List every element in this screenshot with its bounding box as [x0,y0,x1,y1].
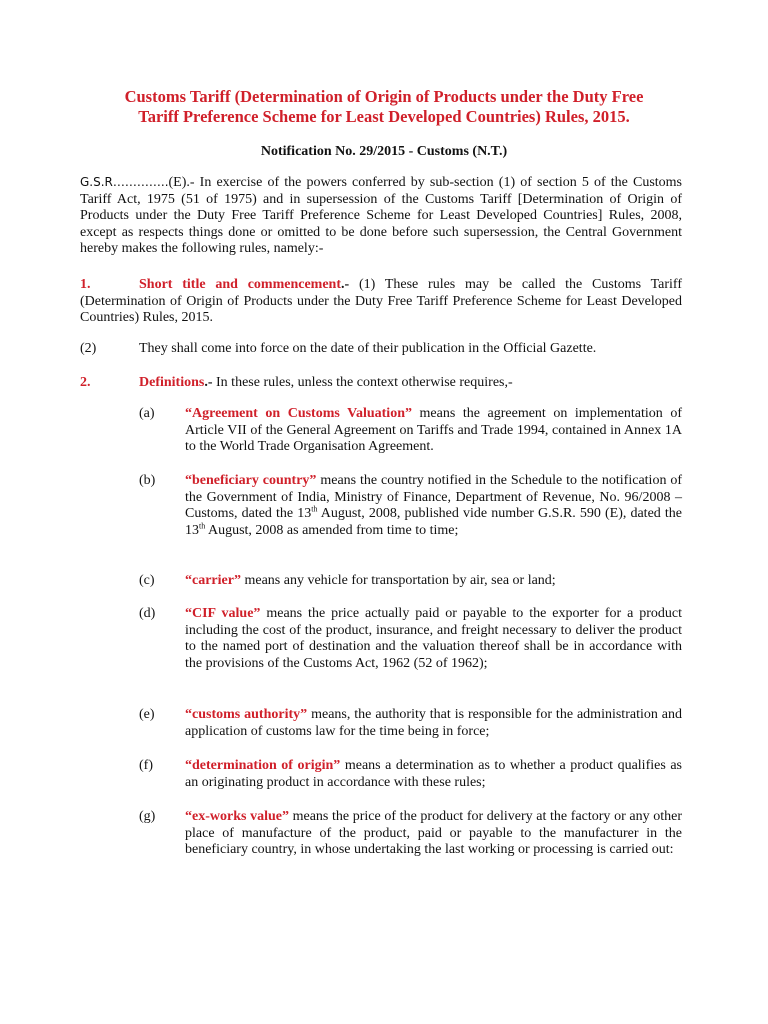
subrule-2-label: (2) [80,341,97,356]
definition-label: (e) [139,707,155,722]
preamble-text: (E).- In exercise of the powers conferred by sub-section (1) of section 5 of the Customs Tariff Act, 1975 (51 of 1975) and in supersession of the Customs Tariff [Determination of Origin of Products under the Duty Free Tariff Preference Scheme for Least Developed Countries] Rules, 2008, except as respects things done or omitted to be done before such supersession, the Central Government hereby makes the following rules, namely:- [80,175,682,256]
definition-e [139,707,682,740]
definition-text: means the country notified in the Schedule to the notification of the Government of India, Ministry of Finance, Department of Revenue, No. 96/2008 – Customs, dated the 13 [185,473,683,521]
rule-2-number: 2. [80,375,91,390]
definition-label: (d) [139,606,156,621]
definition-text: means any vehicle for transportation by air, sea or land; [240,573,556,588]
definition-term: “determination of origin” [185,758,341,773]
definition-b [139,473,682,539]
definition-label: (f) [139,758,153,773]
rule-1-subrule-2 [80,341,682,358]
definition-term: “beneficiary country” [185,473,317,488]
rule-1-number: 1. [80,277,91,292]
definition-text: August, 2008, published vide number G.S.R. 590 (E), dated the 13 [185,506,682,538]
definition-label: (b) [139,473,156,488]
rule-2-heading: Definitions [139,375,205,390]
definition-term: “customs authority” [185,707,308,722]
definition-text: August, 2008 as amended from time to time; [205,522,459,538]
preamble-paragraph [80,174,682,258]
rule-1-heading-suffix: .- [341,277,350,292]
definition-label: (a) [139,406,155,421]
definition-label: (g) [139,809,156,824]
subrule-2-text: They shall come into force on the date of their publication in the Official Gazette. [139,341,597,356]
rule-2-paragraph [80,375,682,392]
definition-label: (c) [139,573,155,588]
rule-1-text: (1) These rules may be called the Customs Tariff (Determination of Origin of Products under the Duty Free Tariff Preference Scheme for Least Developed Countries) Rules, 2015. [80,277,682,325]
document-title [80,87,688,127]
rule-2-heading-suffix: .- [204,375,213,390]
definition-text: means the agreement on implementation of Article VII of the General Agreement on Tariffs and Trade 1994, contained in Annex 1A to the World Trade Organisation Agreement. [185,406,683,454]
definition-text: means the price of the product for delivery at the factory or any other place of manufacture of the product, paid or payable to the manufacturer in the beneficiary country, in whose undertaking the last working or processing is carried out: [185,809,682,857]
definition-a [139,406,682,456]
definition-f [139,758,682,791]
definition-d [139,606,682,672]
rule-2-text: In these rules, unless the context otherwise requires,- [212,375,513,390]
definition-c [139,573,682,590]
notification-number: Notification No. 29/2015 - Customs (N.T.) [260,144,508,159]
definition-term: “Agreement on Customs Valuation” [185,406,412,421]
definition-g [139,809,682,859]
ordinal-suffix: th [311,504,318,514]
definition-term: “carrier” [185,573,241,588]
rule-1-heading: Short title and commencement [139,277,341,292]
gsr-placeholder: G.S.R………….. [80,175,169,189]
rule-1-paragraph [80,277,682,327]
title-line-1: Customs Tariff (Determination of Origin of Products under the Duty Free [124,87,644,106]
definition-text: means a determination as to whether a product qualifies as an originating product in accordance with these rules; [185,758,682,790]
ordinal-suffix: th [199,520,206,530]
definition-term: “CIF value” [185,606,261,621]
definition-text: means the price actually paid or payable to the exporter for a product including the cost of the product, insurance, and freight necessary to deliver the product to the named port of destination and the valuation thereof shall be in accordance with the provisions of the Customs Act, 1962 (52 of 1962); [185,606,682,671]
definition-term: “ex-works value” [185,809,289,824]
title-line-2: Tariff Preference Scheme for Least Developed Countries) Rules, 2015. [138,107,630,126]
definition-text: means, the authority that is responsible for the administration and application of customs law for the time being in force; [185,707,682,739]
